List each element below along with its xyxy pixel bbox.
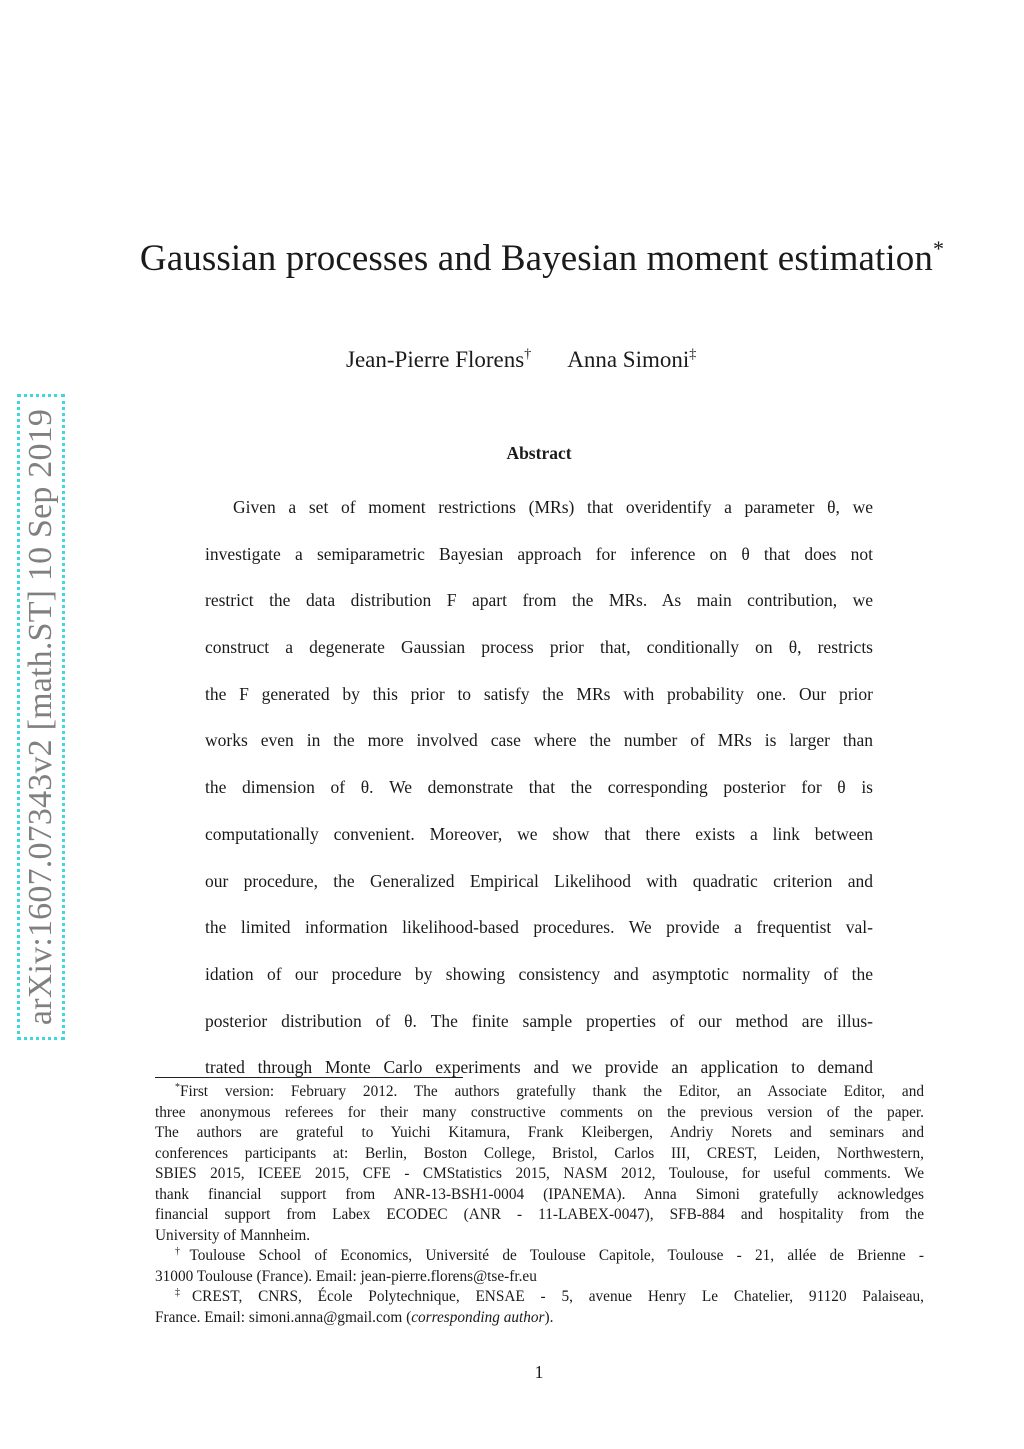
abstract-body — [205, 484, 873, 1091]
abstract-line: the dimension of θ. We demonstrate that the corresponding posterior for θ is — [205, 777, 873, 798]
abstract-heading: Abstract — [506, 443, 572, 463]
footnote-line: SBIES 2015, ICEEE 2015, CFE - CMStatistics 2015, NASM 2012, Toulouse, for useful comments. We — [155, 1165, 924, 1182]
footnote-line: *First version: February 2012. The authors gratefully thank the Editor, an Associate Editor, and — [175, 1082, 924, 1100]
abstract-line: the F generated by this prior to satisfy the MRs with probability one. Our prior — [205, 683, 873, 704]
abstract-line: construct a degenerate Gaussian process prior that, conditionally on θ, restricts — [205, 637, 873, 658]
footnote-line: University of Mannheim. — [155, 1226, 311, 1244]
abstract-line: works even in the more involved case where the number of MRs is larger than — [205, 730, 873, 751]
abstract-line: our procedure, the Generalized Empirical Likelihood with quadratic criterion and — [205, 870, 873, 891]
footnote-divider — [155, 1077, 463, 1078]
abstract-line: trated through Monte Carlo experiments and we provide an application to demand — [205, 1057, 873, 1078]
title-footnote-mark: * — [932, 236, 945, 261]
abstract-line: the limited information likelihood-based procedures. We provide a frequentist val- — [205, 917, 873, 938]
footnote-mark: † — [175, 1246, 190, 1257]
author-2 — [567, 345, 696, 375]
author-name: Jean-Pierre Florens — [346, 347, 525, 372]
paper-title — [0, 236, 1024, 282]
abstract-line: investigate a semiparametric Bayesian approach for inference on θ that does not — [205, 543, 873, 564]
abstract-line: Given a set of moment restrictions (MRs) that overidentify a parameter θ, we — [233, 497, 873, 517]
title-text: Gaussian processes and Bayesian moment estimation — [139, 238, 933, 279]
author-footnote-mark: † — [524, 347, 532, 362]
author-1 — [346, 345, 531, 375]
footnote-line: 31000 Toulouse (France). Email: jean-pierre.florens@tse-fr.eu — [155, 1267, 537, 1285]
footnote-line: financial support from Labex ECODEC (ANR - 11-LABEX-0047), SFB-884 and hospitality from the — [155, 1206, 924, 1223]
author-list — [346, 345, 696, 375]
footnote-line: †Toulouse School of Economics, Université de Toulouse Capitole, Toulouse - 21, allée de Brienne - — [175, 1246, 924, 1264]
footnote-line: The authors are grateful to Yuichi Kitamura, Frank Kleibergen, Andriy Norets and seminars and — [155, 1124, 924, 1141]
author-footnote-mark: ‡ — [689, 347, 697, 362]
arxiv-identifier[interactable]: arXiv:1607.07343v2 [math.ST] 10 Sep 2019 — [22, 408, 59, 1026]
page-number: 1 — [534, 1362, 544, 1382]
corresponding-author-note: corresponding author — [411, 1308, 545, 1326]
footnote-line: France. Email: simoni.anna@gmail.com (corresponding author). — [155, 1308, 554, 1326]
abstract-line: computationally convenient. Moreover, we show that there exists a link between — [205, 823, 873, 844]
abstract-line: posterior distribution of θ. The finite sample properties of our method are illus- — [205, 1010, 873, 1031]
footnote-mark: ‡ — [175, 1287, 192, 1298]
abstract-line: restrict the data distribution F apart from the MRs. As main contribution, we — [205, 590, 873, 611]
abstract-line: idation of our procedure by showing consistency and asymptotic normality of the — [205, 963, 873, 984]
footnote-line: thank financial support from ANR-13-BSH1-0004 (IPANEMA). Anna Simoni gratefully acknowledges — [155, 1185, 924, 1203]
footnote-mark: * — [175, 1082, 180, 1093]
footnote-line: three anonymous referees for their many constructive comments on the previous version of the paper. — [155, 1103, 924, 1121]
footnotes — [155, 1082, 924, 1328]
footnote-line: ‡CREST, CNRS, École Polytechnique, ENSAE - 5, avenue Henry Le Chatelier, 91120 Palaiseau, — [175, 1287, 924, 1305]
author-name: Anna Simoni — [567, 347, 690, 372]
footnote-line: conferences participants at: Berlin, Boston College, Bristol, Carlos III, CREST, Leiden, Northwestern, — [155, 1144, 924, 1162]
